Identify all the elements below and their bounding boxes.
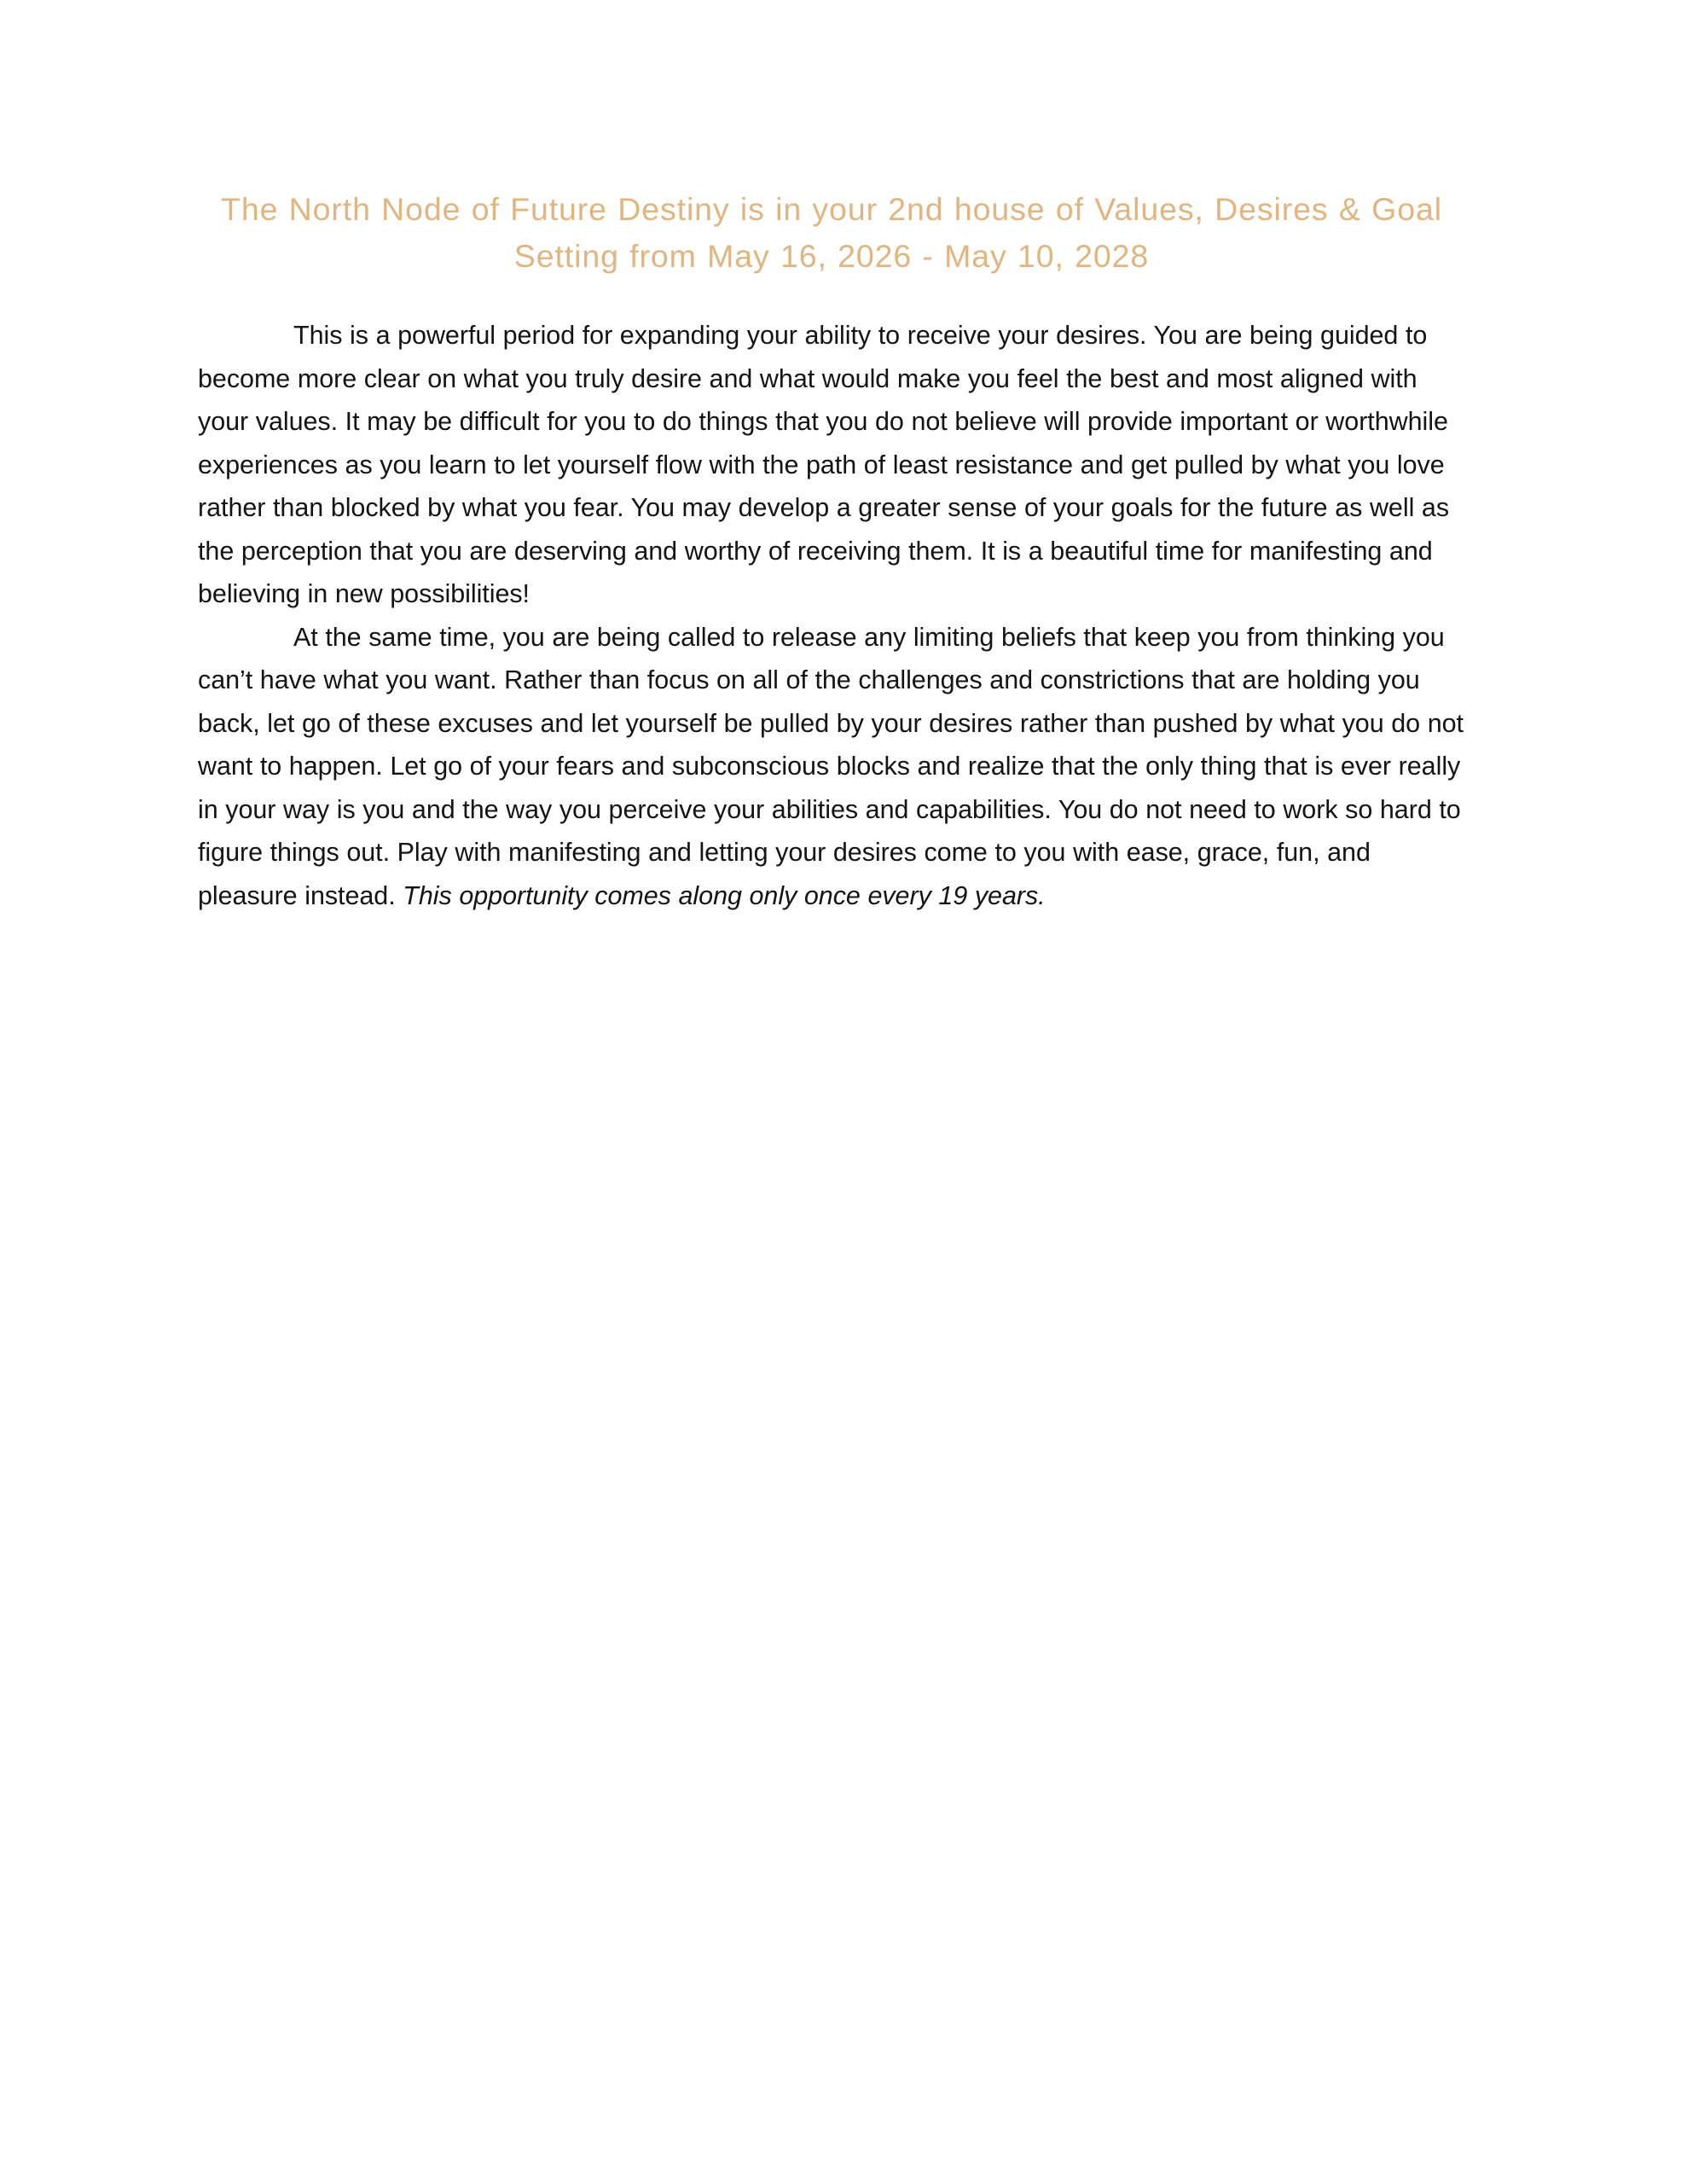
document-content bbox=[198, 186, 1465, 917]
paragraph-2-emphasis: This opportunity comes along only once every 19 years. bbox=[403, 880, 1046, 910]
paragraph-2 bbox=[198, 616, 1465, 918]
page-title-line-1: The North Node of Future Destiny is in your 2nd house of Values, Desires & bbox=[221, 191, 1361, 227]
page-title-line-2: Goal Setting from May 16, 2026 - May 10, 2028 bbox=[513, 191, 1442, 274]
paragraph-1-text: This is a powerful period for expanding your ability to receive your desires. You are being guided to become more clear on what you truly desire and what would make you feel the best and most aligned with your values. It may be difficult for you to do things that you do not believe will provide important or worthwhile experiences as you learn to let yourself flow with the path of least resistance and get pulled by what you love rather than blocked by what you fear. You may develop a greater sense of your goals for the future as well as the perception that you are deserving and worthy of receiving them. It is a beautiful time for manifesting and believing in new possibilities! bbox=[198, 321, 1450, 608]
body-copy bbox=[198, 280, 1465, 917]
page-title bbox=[198, 186, 1465, 280]
paragraph-2-text: At the same time, you are being called to release any limiting beliefs that keep you from thinking you can’t have what you want. Rather than focus on all of the challenges and constrictions that are holding you back, let go of these excuses and let yourself be pulled by your desires rather than pushed by what you do not want to happen. Let go of your fears and subconscious blocks and realize that the only thing that is ever really in your way is you and the way you perceive your abilities and capabilities. You do not need to work so hard to figure things out. Play with manifesting and letting your desires come to you with ease, grace, fun, and pleasure instead. bbox=[198, 622, 1464, 910]
paragraph-1 bbox=[198, 314, 1465, 616]
